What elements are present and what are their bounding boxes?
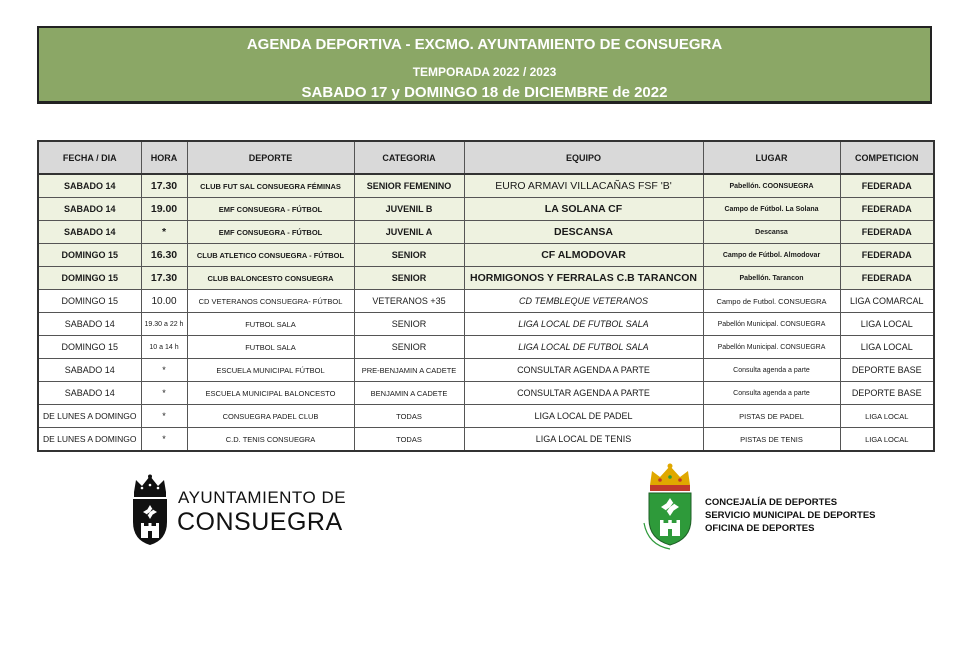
cell-hora: 17.30: [141, 267, 187, 290]
cell-categoria: SENIOR: [354, 267, 464, 290]
concejalia-line: CONCEJALÍA DE DEPORTES: [705, 497, 838, 508]
cell-deporte: CLUB FUT SAL CONSUEGRA FÉMINAS: [187, 174, 354, 198]
cell-fecha: SABADO 14: [38, 221, 141, 244]
col-header-fecha: FECHA / DIA: [38, 141, 141, 174]
cell-categoria: SENIOR: [354, 313, 464, 336]
table-row: [38, 428, 934, 452]
cell-fecha: SABADO 14: [38, 382, 141, 405]
cell-lugar: Descansa: [703, 221, 840, 244]
cell-lugar: Campo de Fútbol. Almodovar: [703, 244, 840, 267]
cell-competicion: LIGA LOCAL: [840, 405, 934, 428]
cell-equipo: LIGA LOCAL DE FUTBOL SALA: [464, 336, 703, 359]
cell-hora: *: [141, 382, 187, 405]
cell-hora: *: [141, 405, 187, 428]
sports-crest-icon: [640, 463, 700, 551]
cell-hora: 19.00: [141, 198, 187, 221]
cell-equipo: LIGA LOCAL DE PADEL: [464, 405, 703, 428]
cell-deporte: CONSUEGRA PADEL CLUB: [187, 405, 354, 428]
cell-equipo: CF ALMODOVAR: [464, 244, 703, 267]
cell-lugar: Pabellón. COONSUEGRA: [703, 174, 840, 198]
table-row: [38, 198, 934, 221]
cell-competicion: LIGA LOCAL: [840, 336, 934, 359]
cell-fecha: SABADO 14: [38, 198, 141, 221]
cell-competicion: LIGA LOCAL: [840, 313, 934, 336]
table-row: [38, 267, 934, 290]
cell-categoria: JUVENIL B: [354, 198, 464, 221]
col-header-categoria: CATEGORIA: [354, 141, 464, 174]
cell-deporte: ESCUELA MUNICIPAL BALONCESTO: [187, 382, 354, 405]
servicio-line: SERVICIO MUNICIPAL DE DEPORTES: [705, 510, 876, 521]
table-row: [38, 405, 934, 428]
banner-season: TEMPORADA 2022 / 2023: [412, 65, 557, 79]
cell-categoria: VETERANOS +35: [354, 290, 464, 313]
cell-categoria: SENIOR FEMENINO: [354, 174, 464, 198]
table-row: [38, 336, 934, 359]
cell-lugar: Pabellón. Tarancon: [703, 267, 840, 290]
cell-deporte: FUTBOL SALA: [187, 336, 354, 359]
cell-categoria: BENJAMIN A CADETE: [354, 382, 464, 405]
cell-deporte: FUTBOL SALA: [187, 313, 354, 336]
cell-competicion: FEDERADA: [840, 267, 934, 290]
cell-fecha: SABADO 14: [38, 359, 141, 382]
ayuntamiento-logo: [130, 474, 350, 550]
oficina-line: OFICINA DE DEPORTES: [705, 523, 815, 534]
cell-deporte: CLUB BALONCESTO CONSUEGRA: [187, 267, 354, 290]
table-row: [38, 382, 934, 405]
cell-competicion: FEDERADA: [840, 244, 934, 267]
col-header-competicion: COMPETICION: [840, 141, 934, 174]
cell-categoria: TODAS: [354, 428, 464, 452]
cell-deporte: CD VETERANOS CONSUEGRA- FÚTBOL: [187, 290, 354, 313]
cell-competicion: LIGA COMARCAL: [840, 290, 934, 313]
cell-lugar: Campo de Fútbol. La Solana: [703, 198, 840, 221]
cell-competicion: DEPORTE BASE: [840, 382, 934, 405]
cell-deporte: CLUB ATLETICO CONSUEGRA - FÚTBOL: [187, 244, 354, 267]
banner-title: AGENDA DEPORTIVA - EXCMO. AYUNTAMIENTO DE CONSUEGRA: [246, 36, 723, 53]
cell-competicion: FEDERADA: [840, 198, 934, 221]
cell-lugar: Pabellón Municipal. CONSUEGRA: [703, 336, 840, 359]
cell-competicion: DEPORTE BASE: [840, 359, 934, 382]
concejalia-text: [705, 496, 876, 535]
table-row: [38, 313, 934, 336]
table-row: [38, 359, 934, 382]
cell-fecha: DE LUNES A DOMINGO: [38, 428, 141, 452]
crest-icon: [130, 474, 170, 546]
cell-equipo: CONSULTAR AGENDA A PARTE: [464, 382, 703, 405]
cell-deporte: ESCUELA MUNICIPAL FÚTBOL: [187, 359, 354, 382]
cell-lugar: PISTAS DE PADEL: [703, 405, 840, 428]
cell-competicion: FEDERADA: [840, 174, 934, 198]
cell-lugar: Campo de Futbol. CONSUEGRA: [703, 290, 840, 313]
cell-hora: 10.00: [141, 290, 187, 313]
col-header-deporte: DEPORTE: [187, 141, 354, 174]
col-header-hora: HORA: [141, 141, 187, 174]
cell-fecha: DOMINGO 15: [38, 267, 141, 290]
table-row: [38, 244, 934, 267]
cell-fecha: DOMINGO 15: [38, 290, 141, 313]
concejalia-logo: [640, 463, 900, 553]
table-row: [38, 174, 934, 198]
cell-hora: *: [141, 221, 187, 244]
table-row: [38, 290, 934, 313]
cell-equipo: LIGA LOCAL DE TENIS: [464, 428, 703, 452]
cell-deporte: C.D. TENIS CONSUEGRA: [187, 428, 354, 452]
cell-competicion: FEDERADA: [840, 221, 934, 244]
table-row: [38, 221, 934, 244]
banner-dates: SABADO 17 y DOMINGO 18 de DICIEMBRE de 2022: [301, 84, 668, 101]
cell-fecha: DOMINGO 15: [38, 244, 141, 267]
header-banner: [37, 26, 932, 104]
cell-hora: 17.30: [141, 174, 187, 198]
cell-equipo: HORMIGONOS Y FERRALAS C.B TARANCON: [464, 267, 703, 290]
logo-text-ayuntamiento: AYUNTAMIENTO DE: [178, 488, 347, 507]
cell-hora: 19.30 a 22 h: [141, 313, 187, 336]
cell-competicion: LIGA LOCAL: [840, 428, 934, 452]
cell-hora: 16.30: [141, 244, 187, 267]
cell-fecha: SABADO 14: [38, 174, 141, 198]
cell-fecha: DE LUNES A DOMINGO: [38, 405, 141, 428]
cell-categoria: TODAS: [354, 405, 464, 428]
agenda-table: [37, 140, 935, 452]
col-header-lugar: LUGAR: [703, 141, 840, 174]
cell-categoria: SENIOR: [354, 336, 464, 359]
cell-categoria: JUVENIL A: [354, 221, 464, 244]
cell-fecha: SABADO 14: [38, 313, 141, 336]
cell-hora: *: [141, 359, 187, 382]
cell-lugar: PISTAS DE TENIS: [703, 428, 840, 452]
cell-equipo: EURO ARMAVI VILLACAÑAS FSF 'B': [464, 174, 703, 198]
cell-lugar: Consulta agenda a parte: [703, 359, 840, 382]
cell-equipo: CONSULTAR AGENDA A PARTE: [464, 359, 703, 382]
cell-deporte: EMF CONSUEGRA - FÚTBOL: [187, 221, 354, 244]
cell-hora: *: [141, 428, 187, 452]
cell-fecha: DOMINGO 15: [38, 336, 141, 359]
cell-lugar: Pabellón Municipal. CONSUEGRA: [703, 313, 840, 336]
table-header-row: [38, 141, 934, 174]
logo-text-consuegra: CONSUEGRA: [177, 508, 343, 536]
cell-categoria: SENIOR: [354, 244, 464, 267]
cell-equipo: CD TEMBLEQUE VETERANOS: [464, 290, 703, 313]
cell-deporte: EMF CONSUEGRA - FÚTBOL: [187, 198, 354, 221]
cell-equipo: DESCANSA: [464, 221, 703, 244]
cell-equipo: LIGA LOCAL DE FUTBOL SALA: [464, 313, 703, 336]
cell-categoria: PRE-BENJAMIN A CADETE: [354, 359, 464, 382]
cell-lugar: Consulta agenda a parte: [703, 382, 840, 405]
cell-equipo: LA SOLANA CF: [464, 198, 703, 221]
cell-hora: 10 a 14 h: [141, 336, 187, 359]
col-header-equipo: EQUIPO: [464, 141, 703, 174]
